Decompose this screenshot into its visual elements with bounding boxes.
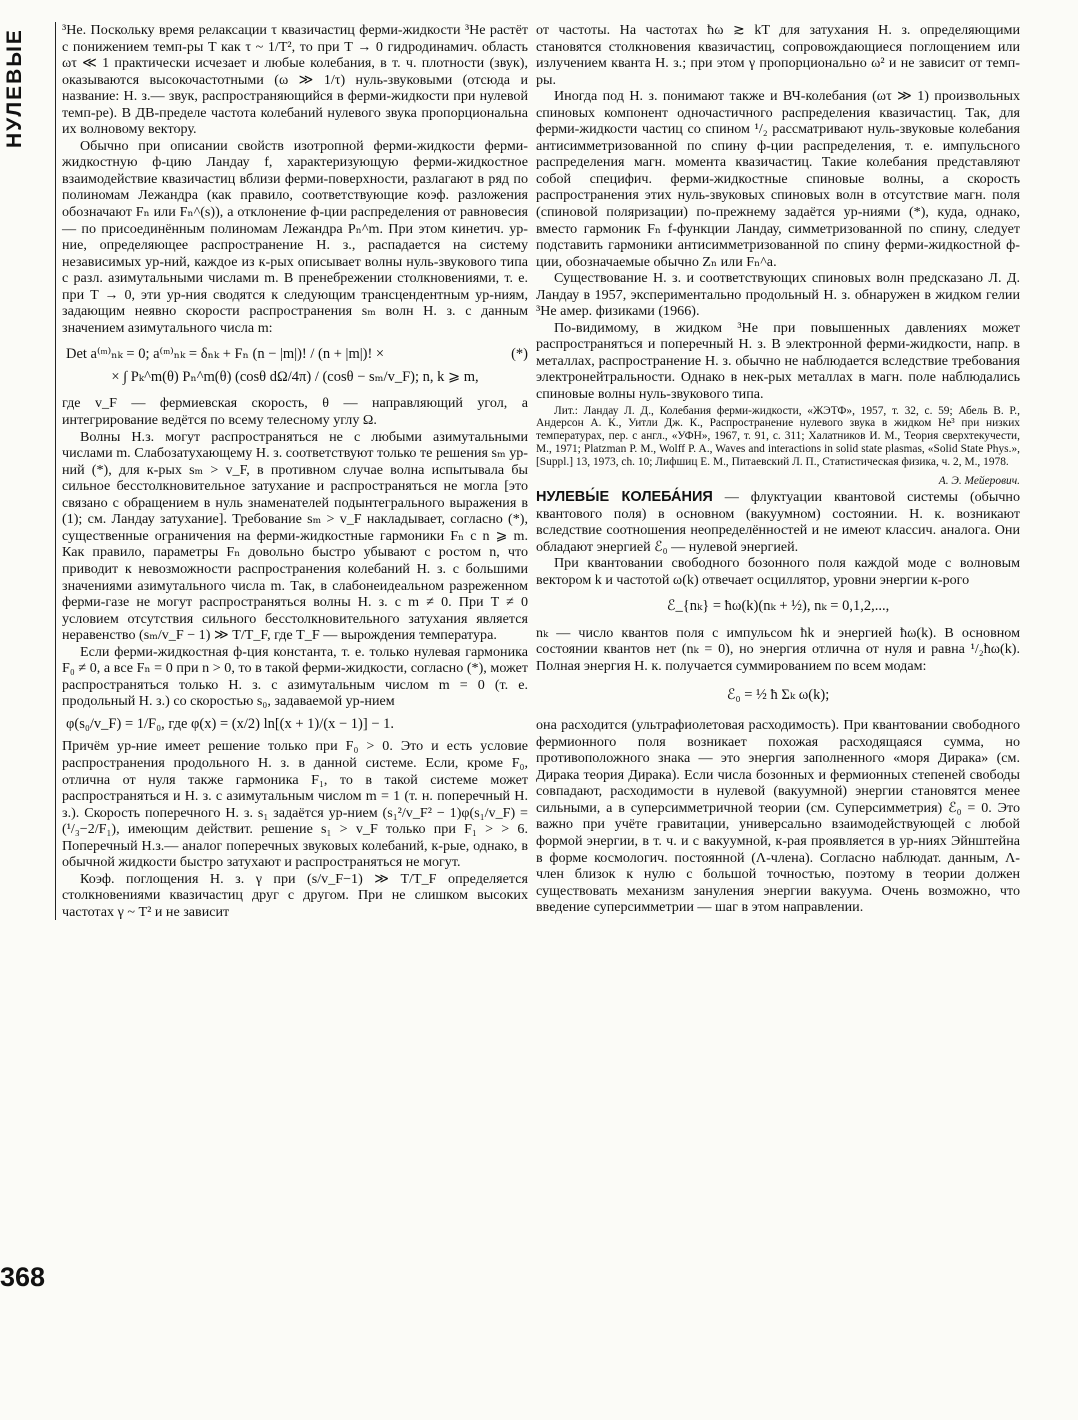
running-head: НУЛЕВЫЕ: [3, 28, 26, 148]
paragraph: Существование Н. з. и соответствующих спиновых волн предсказано Л. Д. Ландау в 1957, экспериментально продольный Н. з. обнаружен в жидком гелии ³He амер. физиками (1966).: [536, 270, 1020, 320]
paragraph: Обычно при описании свойств изотропной ферми-жидкости ферми-жидкостную ф-цию Ландау f, характеризующую ферми-жидкостное взаимодействие квазичастиц вблизи ферми-поверхности, разлагают в ряд по полиномам Лежандра (как правило, соответствующие коэф. разложения обозначают Fₙ или Fₙ^(s)), а отклонение ф-ции распределения от равновесия — по присоединённым полиномам Лежандра Pₙ^m. При этом кинетич. ур-ние, определяющее распространение Н. з., распадается на систему независимых ур-ний, каждое из к-рых описывает волны нуль-звукового типа с разл. азимутальными числами m. В пренебрежении столкновениями, т. е. при T → 0, эти ур-ния сводятся к следующим трансцендентным ур-ниям, задающим неявно скорости распространения sₘ волн Н. з. с данным значением азимутального числа m:: [62, 137, 528, 336]
entry-start: [536, 489, 1020, 555]
paragraph: ³He. Поскольку время релаксации τ квазичастиц ферми-жидкости ³He растёт с понижением темп-ры T как τ ~ 1/T², то при T → 0 гидродинамич. область ωτ ≪ 1 практически исчезает и любые колебания, в т. ч. плотности (звук), оказываются высокочастотными (ω ≫ 1/τ) нуль-звуковыми (отсюда и название: Н. з.— звук, распространяющийся в ферми-жидкости при нулевой темп-ре). В ДВ-пределе частота колебаний нулевого звука пропорциональна их волновому вектору.: [62, 22, 528, 138]
paragraph: nₖ — число квантов поля с импульсом ħk и энергией ħω(k). В основном состоянии квантов нет (nₖ = 0), но энергия отлична от нуля и равна ¹/₂ħω(k). Полная энергия Н. к. получается суммированием по всем модам:: [536, 624, 1020, 675]
paragraph: где v_F — фермиевская скорость, θ — направляющий угол, а интегрирование ведётся по всему телесному углу Ω.: [62, 395, 528, 429]
paragraph: — флуктуации квантовой системы (обычно квантового поля) в основном (вакуумном) состоянии. Н. к. возникают вследствие соотношения неопределённостей и не имеют классич. аналога. Они обладают энергией ℰ₀ — нулевой энергией.: [536, 489, 1021, 555]
formula-tag: (*): [511, 346, 528, 363]
formula: ℰ₀ = ½ ħ Σₖ ω(k);: [726, 686, 830, 703]
formula: ℰ_{nₖ} = ħω(k)(nₖ + ½), nₖ = 0,1,2,...,: [666, 598, 890, 615]
paragraph: Коэф. поглощения Н. з. γ при (s/v_F−1) ≫ T/T_F определяется столкновениями квазичастиц друг с другом. При не слишком высоких частотах γ ~ T² и не зависит: [62, 870, 528, 920]
paragraph: Иногда под Н. з. понимают также и ВЧ-колебания (ωτ ≫ 1) произвольных спиновых компонент одночастичного распределения квазичастиц. Так, для ферми-жидкости частиц со спином ¹/₂ рассматривают нуль-звуковые колебания антисимметризованной по спину ф-ции распределения, т. е. импульсного распределения магн. момента квазичастиц. Такие колебания представляют собой специфич. ферми-жидкостные спиновые волны, а скорость распространения этих нуль-звуковых спиновых волн в отсутствие магн. поля (спиновой поляризации) по-прежнему задаётся ур-ниями (*), куда, однако, вместо гармоник Fₙ f-функции Ландау, симметризованной по спину, следует подставить гармоники антисимметризованной по спину ферми-жидкостной ф-ции, обозначаемые обычно Zₙ или Fₙ^a.: [536, 88, 1020, 270]
right-column: [536, 22, 1020, 916]
literature: Лит.: Ландау Л. Д., Колебания ферми-жидкости, «ЖЭТФ», 1957, т. 32, с. 59; Абель В. Р., Андерсон А. К., Уитли Дж. К., Распространение нулевого звука в жидком He³ при низких температурах, пер. с англ., «УФН», 1967, т. 91, с. 311; Халатников И. М., Теория сверхтекучести, М., 1971; Platzman P. M., Wolff P. A., Waves and interactions in solid state plasmas, «Solid State Phys.», [Suppl.] 13, 1973, ch. 10; Лифшиц Е. М., Питаевский Л. П., Статистическая физика, ч. 2, М., 1978.: [536, 404, 1020, 468]
paragraph: Если ферми-жидкостная ф-ция константа, т. е. только нулевая гармоника F₀ ≠ 0, а все Fₙ = 0 при n > 0, то в такой ферми-жидкости, согласно (*), может распространяться только Н. з. с азимутальным числом m = 0 (т. е. продольный Н. з.) со скоростью s₀, задаваемой ур-нием: [62, 643, 528, 710]
paragraph: Причём ур-ние имеет решение только при F₀ > 0. Это и есть условие распространения продольного Н. з. в данной системе. Если, кроме F₀, отлична от нуля также гармоника F₁, то в такой системе может распространяться и Н. з. с азимутальным числом m = 1 (т. н. поперечный Н. з.). Скорость поперечного Н. з. s₁ задаётся ур-нием (s₁²/v_F² − 1)φ(s₁/v_F) = (¹/₃−2/F₁), имеющим действит. решение s₁ > v_F только при F₁ > > 6. Поперечный Н.з.— аналог поперечных звуковых колебаний, к-рые, однако, в обычной жидкости быстро затухают и распространяться не могут.: [62, 738, 528, 871]
formula-part: Det a⁽ᵐ⁾ₙₖ = 0; a⁽ᵐ⁾ₙₖ = δₙₖ + Fₙ (n − |m|)! / (n + |m|)! ×: [66, 346, 385, 363]
headword: НУЛЕВЫ́Е КОЛЕБА́НИЯ: [536, 489, 713, 506]
paragraph: По-видимому, в жидком ³He при повышенных давлениях может распространяться и поперечный Н. з. В электронной ферми-жидкости, напр. в металлах, распространение Н. з. обычно не наблюдается вследствие требования электронейтральности. Однако в нек-рых металлах в магн. поле наблюдались спиновые волны нуль-звукового типа.: [536, 319, 1020, 403]
formula: φ(s₀/v_F) = 1/F₀, где φ(x) = (x/2) ln[(x + 1)/(x − 1)] − 1.: [66, 715, 395, 732]
left-column: [55, 22, 528, 920]
formula: × ∫ Pₖ^m(θ) Pₙ^m(θ) (cosθ dΩ/4π) / (cosθ − sₘ/v_F); n, k ⩾ m,: [111, 368, 479, 385]
paragraph: она расходится (ультрафиолетовая расходимость). При квантовании свободного фермионного поля возникает похожая расходящаяся сумма, но противоположного знака — это энергия заполненного «моря Дирака» (см. Дирака теория Дирака). Если числа бозонных и фермионных степеней свободы совпадают, расходимости в нулевой (вакуумной) энергии становятся менее сильными, а в суперсимметричной теории (см. Суперсимметрия) ℰ₀ = 0. Это важно при учёте гравитации, универсально взаимодействующей с любой формой энергии, в т. ч. и с вакуумной, к-рая проявляется в ур-ниях Эйнштейна в форме космологич. постоянной (Λ-члена). Согласно наблюдат. данным, Λ-член близок к нулю с большой точностью, поэтому в теории должен существовать механизм зануления энергии вакуума. Очень возможно, что введение суперсимметрии — шаг в этом направлении.: [536, 717, 1020, 916]
paragraph: Волны Н.з. могут распространяться не с любыми азимутальными числами m. Слабозатухающему Н. з. соответствуют только те решения sₘ ур-ний (*), для к-рых sₘ > v_F, в противном случае волна испытывала бы сильное бесстолкновительное затухание и распространяться не могла [это связано с обращением в нуль знаменателей подынтегрального выражения в (1); см. Ландау затухание]. Требование sₘ > v_F накладывает, согласно (*), существенные ограничения на ферми-жидкостные гармоники Fₙ с n ⩾ m. Как правило, параметры Fₙ довольно быстро убывают с ростом n, что приводит к невозможности распространения колебаний Н. з. с большими значениями азимутального числа m. Так, в слабонеидеальном разреженном ферми-газе не могут распространяться волны Н. з. с m ≠ 0. При T ≠ 0 условием отсутствия сильного бесстолкновительного затухания является неравенство (sₘ/v_F − 1) ≫ T/T_F, где T_F — вырождения температура.: [62, 428, 528, 644]
paragraph: При квантовании свободного бозонного поля каждой моде с волновым вектором k и частотой ω(k) отвечает осциллятор, уровни энергии к-рого: [536, 555, 1020, 588]
page-number: 368: [0, 1262, 46, 1292]
article-author: А. Э. Мейерович.: [938, 474, 1020, 487]
paragraph: от частоты. На частотах ħω ≳ kT для затухания Н. з. определяющими становятся столкновения квазичастиц, сопровождающиеся поглощением или излучением кванта Н. з.; при этом γ пропорционально ω² и не зависит от темп-ры.: [536, 22, 1020, 88]
formula: [62, 346, 528, 363]
